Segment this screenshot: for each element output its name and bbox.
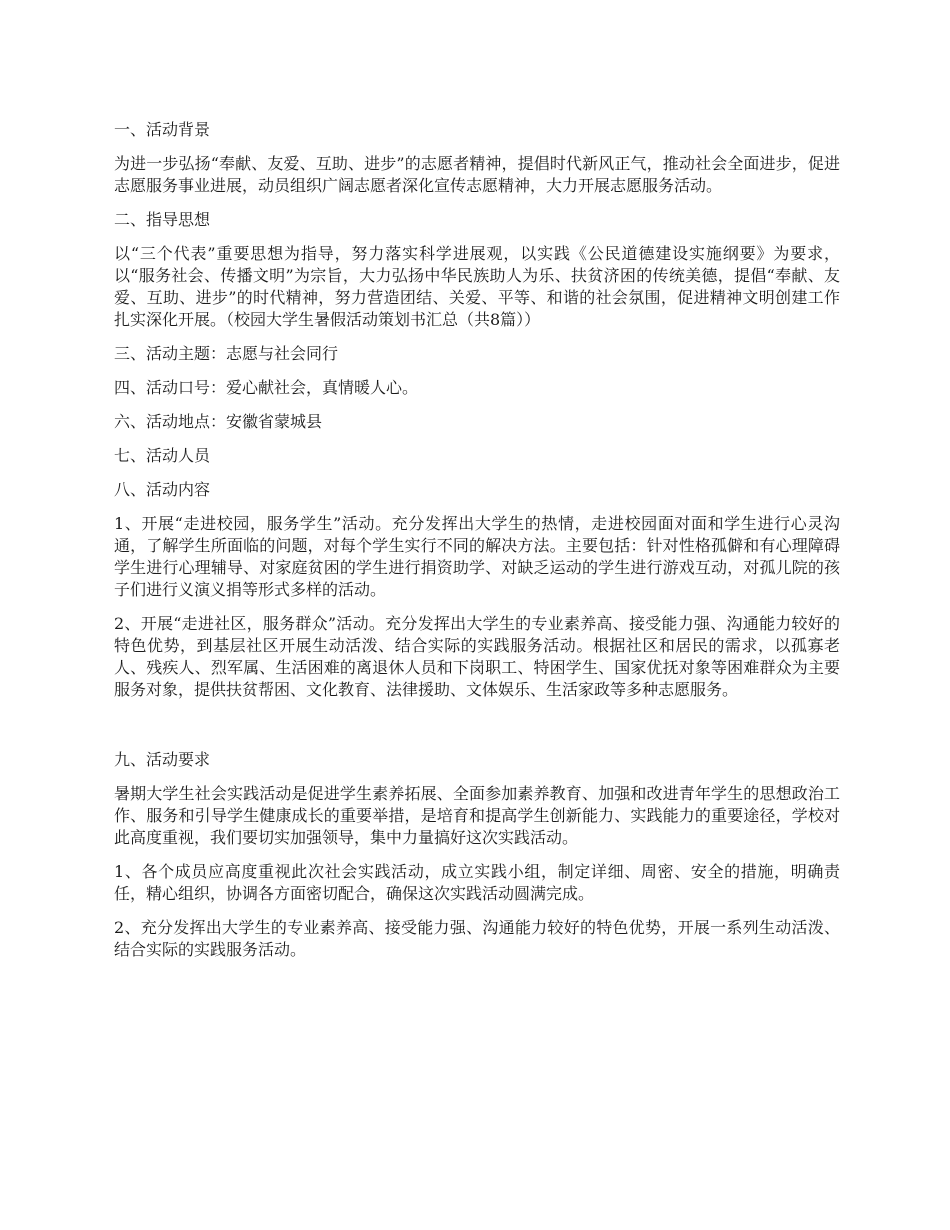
paragraph-requirements-2: 2、充分发挥出大学生的专业素养高、接受能力强、沟通能力较好的特色优势，开展一系列生动活泼、结合实际的实践服务活动。 <box>114 918 840 959</box>
paragraph-content-1: 1、开展“走进校园，服务学生”活动。充分发挥出大学生的热情，走进校园面对面和学生进行心灵沟通，了解学生所面临的问题，对每个学生实行不同的解决方法。主要包括：针对性格孤僻和有心理障碍学生进行心理辅导、对家庭贫困的学生进行捐资助学、对缺乏运动的学生进行游戏互动，对孤儿院的孩子们进行义演义捐等形式多样的活动。 <box>114 514 840 599</box>
blank-line <box>114 713 840 749</box>
document-page <box>114 119 840 973</box>
heading-theme: 三、活动主题：志愿与社会同行 <box>114 344 339 363</box>
paragraph-requirements: 暑期大学生社会实践活动是促进学生素养拓展、全面参加素养教育、加强和改进青年学生的思想政治工作、服务和引导学生健康成长的重要举措，是培育和提高学生创新能力、实践能力的重要途径，学校对此高度重视，我们要切实加强领导，集中力量搞好这次实践活动。 <box>114 784 840 847</box>
heading-guiding-thought: 二、指导思想 <box>114 210 211 229</box>
heading-personnel: 七、活动人员 <box>114 446 211 465</box>
heading-background: 一、活动背景 <box>114 120 211 139</box>
paragraph-content-2: 2、开展“走进社区，服务群众”活动。充分发挥出大学生的专业素养高、接受能力强、沟通能力较好的特色优势，到基层社区开展生动活泼、结合实际的实践服务活动。根据社区和居民的需求，以孤寡老人、残疾人、烈军属、生活困难的离退休人员和下岗职工、特困学生、国家优抚对象等困难群众为主要服务对象，提供扶贫帮困、文化教育、法律援助、文体娱乐、生活家政等多种志愿服务。 <box>114 614 840 699</box>
heading-location: 六、活动地点：安徽省蒙城县 <box>114 412 323 431</box>
heading-requirements: 九、活动要求 <box>114 750 211 769</box>
paragraph-guiding-thought: 以“三个代表”重要思想为指导，努力落实科学进展观，以实践《公民道德建设实施纲要》为要求，以“服务社会、传播文明”为宗旨，大力弘扬中华民族助人为乐、扶贫济困的传统美德，提倡“奉献、友爱、互助、进步”的时代精神，努力营造团结、关爱、平等、和谐的社会氛围，促进精神文明创建工作扎实深化开展。（校园大学生暑假活动策划书汇总（共8篇）） <box>114 244 840 329</box>
heading-content: 八、活动内容 <box>114 480 211 499</box>
paragraph-requirements-1: 1、各个成员应高度重视此次社会实践活动，成立实践小组，制定详细、周密、安全的措施，明确责任，精心组织，协调各方面密切配合，确保这次实践活动圆满完成。 <box>114 862 840 903</box>
paragraph-background: 为进一步弘扬“奉献、友爱、互助、进步”的志愿者精神，提倡时代新风正气，推动社会全面进步，促进志愿服务事业进展，动员组织广阔志愿者深化宣传志愿精神，大力开展志愿服务活动。 <box>114 154 840 195</box>
heading-slogan: 四、活动口号：爱心献社会，真情暖人心。 <box>114 378 419 397</box>
